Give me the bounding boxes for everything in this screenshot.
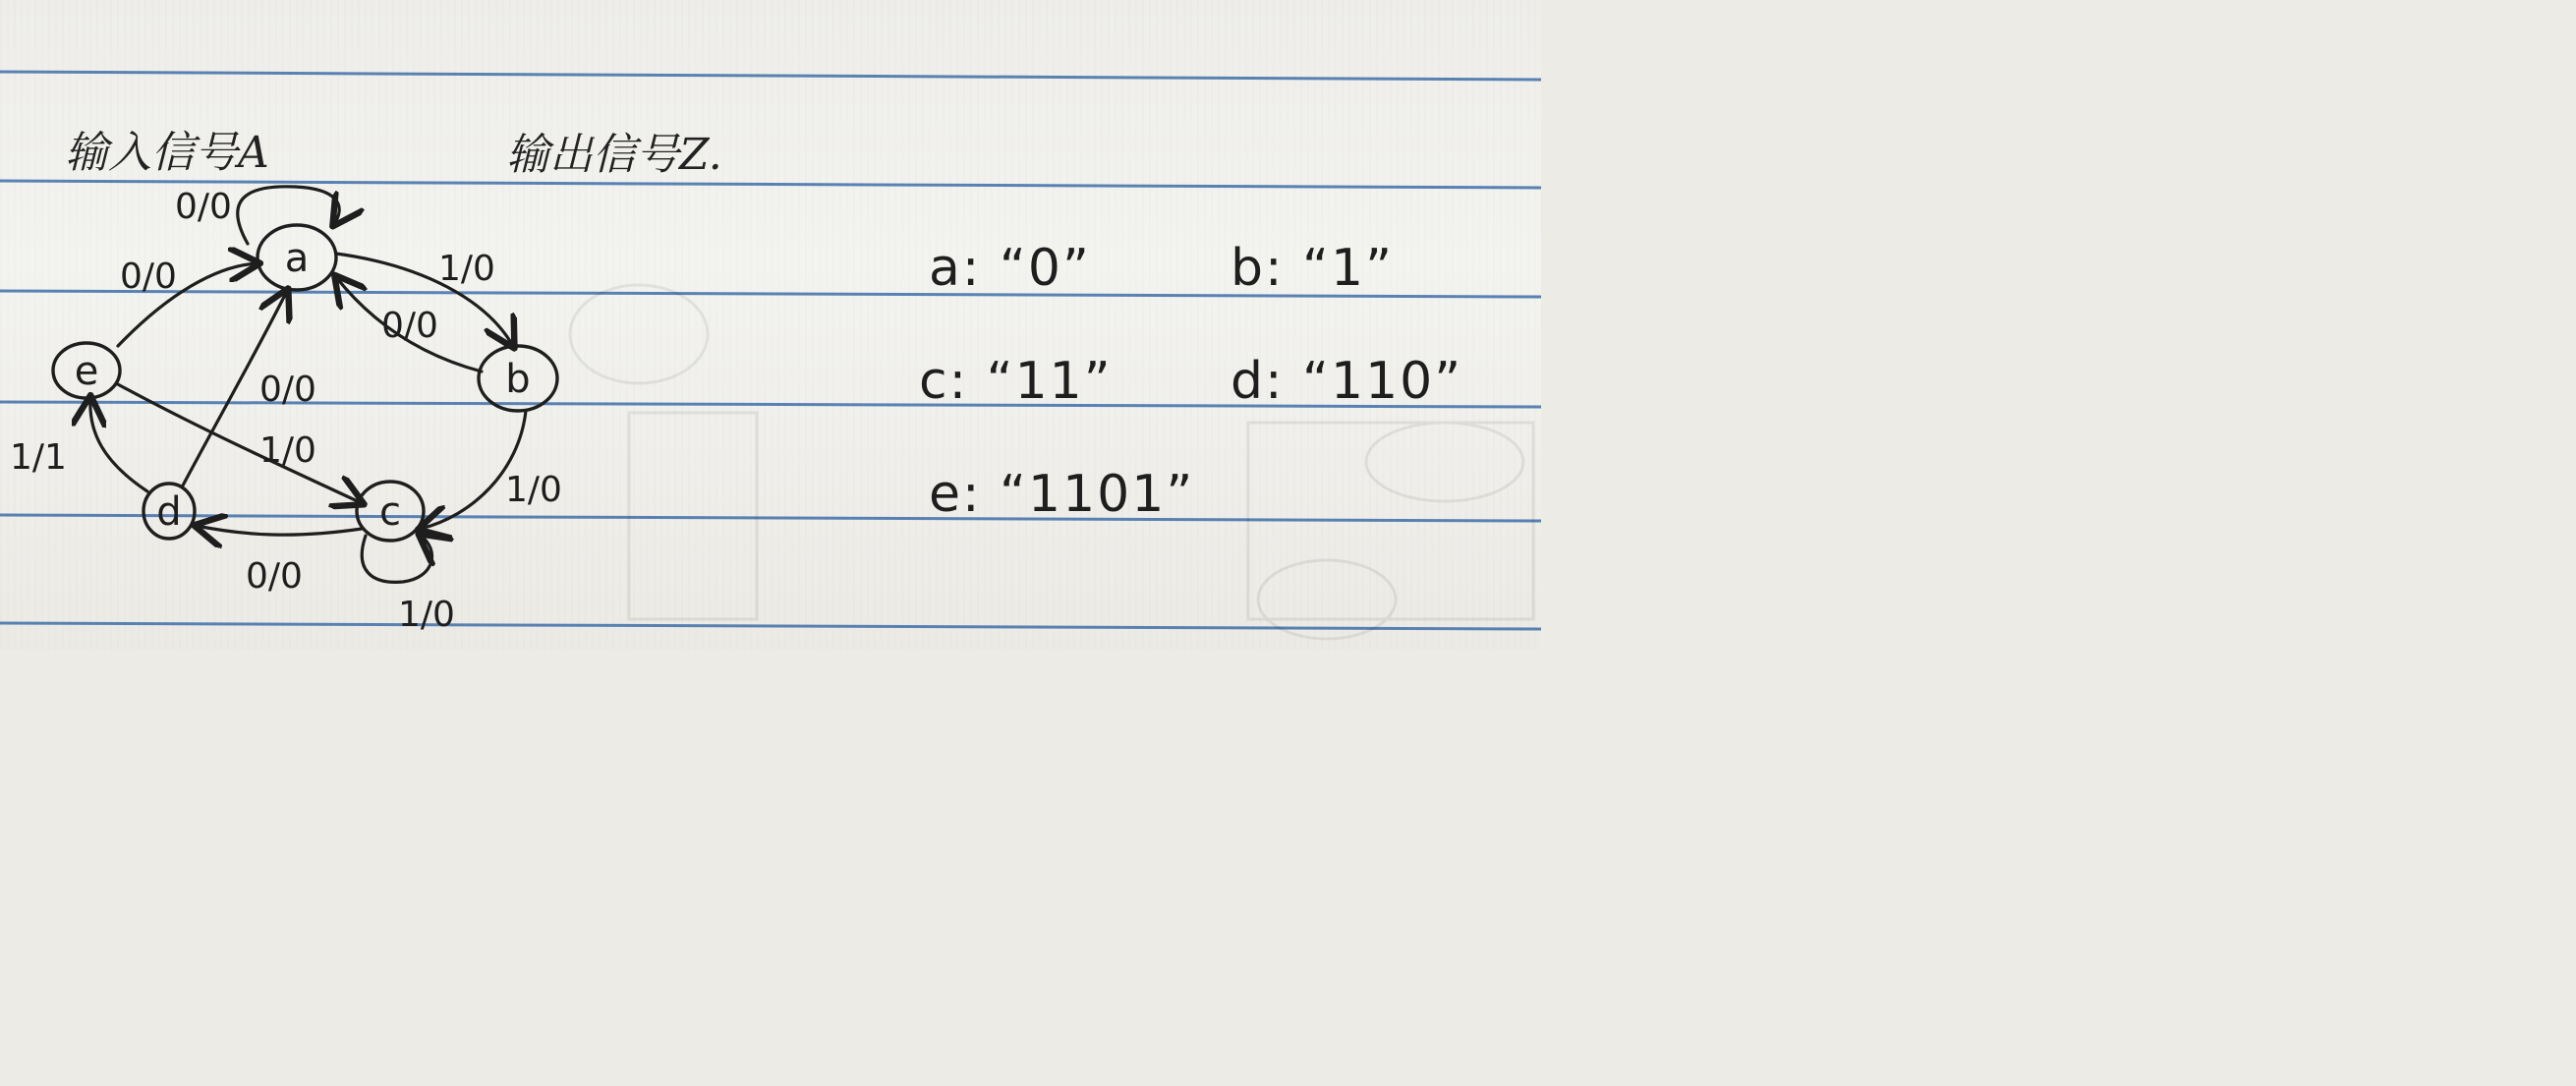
encoding-a: a: “0” (929, 239, 1091, 298)
encoding-d: d: “110” (1231, 352, 1463, 411)
edge-label-a-a: 0/0 (175, 187, 232, 227)
input-signal-title: 输入信号A (65, 128, 269, 178)
edge-label-c-d: 0/0 (246, 556, 303, 597)
notebook-page (0, 0, 1541, 650)
state-node-e (53, 343, 120, 398)
node-label-e: e (74, 349, 99, 394)
node-label-d: d (156, 489, 182, 535)
encoding-b: b: “1” (1231, 239, 1395, 298)
edge-label-e-c: 1/0 (259, 430, 316, 471)
edge-label-e-a: 0/0 (120, 257, 177, 297)
state-node-a (258, 225, 336, 290)
edge-c-d (197, 526, 362, 535)
node-label-c: c (379, 489, 401, 535)
encoding-c: c: “11” (919, 352, 1113, 411)
state-node-c (357, 482, 424, 541)
edge-label-d-a: 0/0 (259, 370, 316, 410)
node-label-a: a (284, 236, 310, 281)
state-node-b (479, 346, 557, 411)
encoding-e: e: “1101” (929, 465, 1195, 524)
edge-label-c-c: 1/0 (398, 595, 455, 635)
edge-c-c (362, 536, 431, 582)
edge-label-b-c: 1/0 (505, 470, 562, 510)
edge-label-b-a: 0/0 (381, 306, 438, 346)
edge-d-e (90, 398, 147, 491)
state-diagram (0, 0, 1541, 650)
output-signal-title: 输出信号Z. (506, 130, 722, 180)
edge-label-d-e: 1/1 (10, 437, 67, 478)
node-label-b: b (505, 357, 531, 402)
edge-label-a-b: 1/0 (438, 249, 495, 289)
edge-e-c (116, 383, 362, 503)
state-node-d (143, 484, 195, 539)
